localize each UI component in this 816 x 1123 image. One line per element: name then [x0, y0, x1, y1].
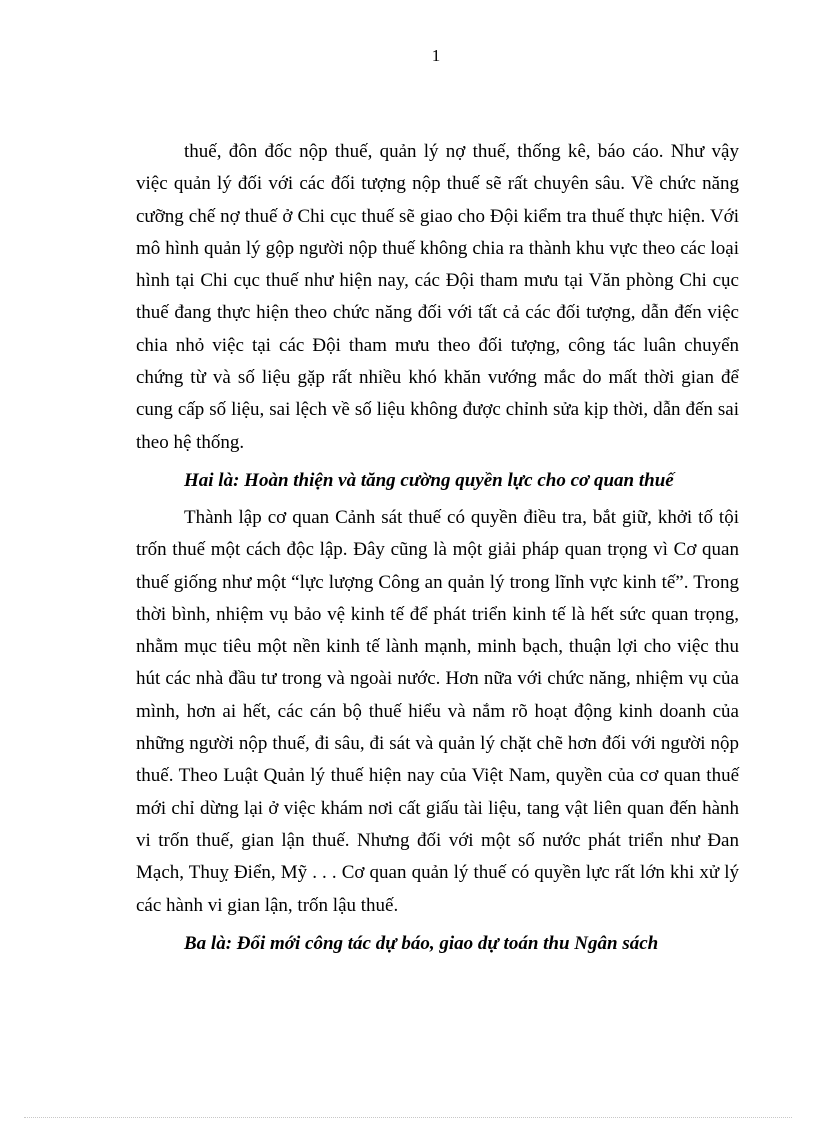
section-heading-2: Hai là: Hoàn thiện và tăng cường quyền lực cho cơ quan thuế	[184, 469, 674, 491]
paragraph-tax-police: Thành lập cơ quan Cảnh sát thuế có quyền điều tra, bắt giữ, khởi tố tội trốn thuế một cách độc lập. Đây cũng là một giải pháp quan trọng vì Cơ quan thuế giống như một “lực lượng Công an quản lý trong lĩnh vực kinh tế”. Trong thời bình, nhiệm vụ bảo vệ kinh tế để phát triển kinh tế là hết sức quan trọng, nhằm mục tiêu một nền kinh tế lành mạnh, minh bạch, thuận lợi cho việc thu hút các nhà đầu tư trong và ngoài nước. Hơn nữa với chức năng, nhiệm vụ của mình, hơn ai hết, các cán bộ thuế hiểu và nắm rõ hoạt động kinh doanh của những người nộp thuế, đi sâu, đi sát và quản lý chặt chẽ hơn đối với người nộp thuế. Theo Luật Quản lý thuế hiện nay của Việt Nam, quyền của cơ quan thuế mới chỉ dừng lại ở việc khám nơi cất giấu tài liệu, tang vật liên quan đến hành vi trốn thuế, gian lận thuế. Nhưng đối với một số nước phát triển như Đan Mạch, Thuỵ Điển, Mỹ . . . Cơ quan quản lý thuế có quyền lực rất lớn khi xử lý các hành vi gian lận, trốn lậu thuế.	[136, 506, 739, 916]
paragraph-continued: thuế, đôn đốc nộp thuế, quản lý nợ thuế, thống kê, báo cáo. Như vậy việc quản lý đối với các đối tượng nộp thuế sẽ rất chuyên sâu. Về chức năng cưỡng chế nợ thuế ở Chi cục thuế sẽ giao cho Đội kiểm tra thuế thực hiện. Với mô hình quản lý gộp người nộp thuế không chia ra thành khu vực theo các loại hình tại Chi cục thuế như hiện nay, các Đội tham mưu tại Văn phòng Chi cục thuế đang thực hiện theo chức năng đối với tất cả các đối tượng, dẫn đến việc chia nhỏ việc tại các Đội tham mưu theo đối tượng, công tác luân chuyển chứng từ và số liệu gặp rất nhiều khó khăn vướng mắc do mất thời gian để cung cấp số liệu, sai lệch về số liệu không được chỉnh sửa kịp thời, dẫn đến sai theo hệ thống.	[136, 141, 739, 453]
section-heading-3: Ba là: Đổi mới công tác dự báo, giao dự toán thu Ngân sách	[184, 932, 659, 954]
document-body	[136, 136, 739, 960]
page-number: 1	[431, 46, 441, 65]
page-bottom-divider	[24, 1117, 792, 1118]
